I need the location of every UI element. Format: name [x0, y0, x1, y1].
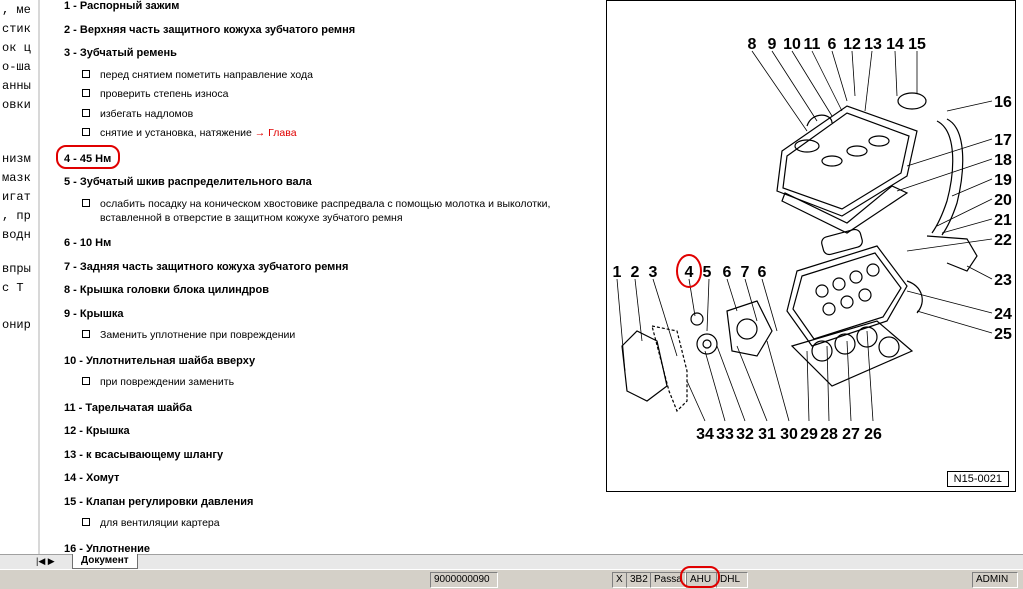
head-gasket-drawing [792, 321, 912, 386]
list-item: 7 - Задняя часть защитного кожуха зубчатого ремня [64, 260, 349, 273]
callout-number: 19 [994, 172, 1012, 189]
callout-number: 10 [783, 36, 801, 53]
subitem-text: вставленной в отверстие в защитном кожухе зубчатого ремня [100, 212, 403, 224]
list-item: 2 - Верхняя часть защитного кожуха зубчатого ремня [64, 23, 356, 36]
callout-number: 5 [702, 264, 712, 281]
list-item: 13 - к всасывающему шлангу [64, 448, 224, 461]
list-subitem [82, 329, 295, 341]
list-item: 12 - Крышка [64, 425, 130, 437]
left-strip-line: низм [2, 152, 31, 166]
tab-document[interactable]: Документ [72, 554, 138, 569]
callouts-left [613, 264, 767, 281]
list-item: 15 - Клапан регулировки давления [64, 495, 254, 508]
left-strip-line: , пр [2, 209, 31, 223]
list-item: 3 - Зубчатый ремень [64, 47, 177, 59]
callout-number: 9 [767, 36, 777, 53]
callout-number: 16 [994, 94, 1012, 111]
left-strip-line: игат [2, 190, 31, 204]
left-strip-line: анны [2, 79, 31, 93]
left-strip-line: мазк [2, 171, 31, 185]
cylinder-head-drawing [787, 228, 922, 346]
status-bar [0, 569, 1023, 589]
callout-number: 26 [864, 426, 882, 443]
callout-number: 22 [994, 232, 1012, 249]
callout-number: 14 [886, 36, 904, 53]
callout-number: 31 [758, 426, 776, 443]
callout-number: 21 [994, 212, 1012, 229]
callout-number: 13 [864, 36, 882, 53]
bullet-square-icon [82, 199, 90, 207]
subitem-text: снятие и установка, натяжение [100, 127, 255, 139]
list-subitem [82, 88, 228, 100]
pane-divider[interactable] [38, 0, 40, 554]
callout-number: 15 [908, 36, 926, 53]
bullet-square-icon [82, 89, 90, 97]
left-strip-line: онир [2, 318, 31, 332]
callout-number: 7 [740, 264, 750, 281]
chapter-link[interactable]: → Глава [254, 127, 297, 139]
left-strip-line: с Т [2, 281, 24, 295]
callout-number: 8 [747, 36, 757, 53]
callout-number: 6 [757, 264, 767, 281]
list-item: 11 - Тарельчатая шайба [64, 401, 193, 414]
bullet-square-icon [82, 70, 90, 78]
document-pane [42, 0, 602, 554]
callout-number: 29 [800, 426, 818, 443]
list-subitem [82, 108, 193, 120]
tab-nav-arrows[interactable]: |◀ ▶ [36, 556, 55, 566]
exploded-diagram [606, 0, 1016, 492]
list-subitem [82, 198, 550, 210]
callout-number: 34 [696, 426, 714, 443]
callout-number: 30 [780, 426, 798, 443]
list-item: 5 - Зубчатый шкив распределительного вала [64, 176, 312, 188]
callout-number: 2 [630, 264, 640, 281]
callout-number: 32 [736, 426, 754, 443]
list-item: 16 - Уплотнение [64, 542, 151, 555]
highlight-circle-item-4 [56, 145, 120, 169]
list-subitem [82, 69, 313, 81]
bullet-square-icon [82, 518, 90, 526]
status-car: Passa [650, 572, 686, 588]
callout-number: 33 [716, 426, 734, 443]
callouts-bottom [696, 426, 882, 443]
valve-cover-drawing [777, 106, 917, 233]
callout-number: 18 [994, 152, 1012, 169]
timing-belt-drawing [622, 301, 772, 411]
list-item: 14 - Хомут [64, 472, 120, 484]
left-strip-line: овки [2, 98, 31, 112]
status-x: X [612, 572, 630, 588]
status-code: 9000000090 [430, 572, 498, 588]
callout-number: 28 [820, 426, 838, 443]
list-item: 10 - Уплотнительная шайба вверху [64, 354, 256, 367]
callouts-right [994, 94, 1012, 343]
left-strip-line: стик [2, 22, 31, 36]
bullet-square-icon [82, 377, 90, 385]
subitem-text: ослабить посадку на коническом хвостовике распредвала с помощью молотка и выколотки, [100, 197, 551, 210]
callout-number: 6 [722, 264, 732, 281]
left-strip-line: впры [2, 262, 31, 276]
subitem-text: при повреждении заменить [100, 376, 235, 388]
list-subitem [82, 376, 234, 388]
status-user: ADMIN [972, 572, 1018, 588]
callout-number: 17 [994, 132, 1012, 149]
callouts-top [748, 36, 926, 53]
subitem-text: перед снятием пометить направление хода [100, 68, 313, 81]
subitem-text: для вентиляции картера [100, 517, 220, 529]
list-item: 8 - Крышка головки блока цилиндров [64, 284, 269, 296]
left-strip-line: о-ша [2, 60, 31, 74]
highlight-circle-engine-code [680, 566, 720, 588]
subitem-text: Заменить уплотнение при повреждении [100, 329, 296, 341]
list-subitem [82, 127, 297, 139]
left-strip-line: водн [2, 228, 31, 242]
engine-diagram-svg [607, 1, 1015, 491]
callout-number: 3 [648, 264, 658, 281]
status-dhl: DHL [716, 572, 748, 588]
subitem-text: проверить степень износа [100, 88, 229, 100]
status-model: 3B2 [626, 572, 654, 588]
figure-label: N15-0021 [947, 471, 1009, 487]
left-strip-line: , ме [2, 3, 31, 17]
sheet-tab-bar [0, 554, 1023, 569]
list-item: 4 - 45 Нм [64, 152, 112, 165]
callout-number: 23 [994, 272, 1012, 289]
left-text-strip [0, 0, 38, 554]
bullet-square-icon [82, 109, 90, 117]
bullet-square-icon [82, 330, 90, 338]
callout-number: 24 [994, 306, 1012, 323]
callout-number: 25 [994, 326, 1012, 343]
callout-number: 1 [612, 264, 622, 281]
status-engine: AHU [686, 572, 718, 588]
bullet-square-icon [82, 128, 90, 136]
callout-number: 27 [842, 426, 860, 443]
list-item: 1 - Распорный зажим [64, 0, 180, 12]
callout-number: 12 [843, 36, 861, 53]
list-item: 6 - 10 Нм [64, 237, 112, 249]
callout-number: 20 [994, 192, 1012, 209]
callout-number: 11 [803, 36, 821, 53]
left-strip-line: ок ц [2, 41, 31, 55]
breather-hose-drawing [898, 93, 977, 271]
callout-number: 4 [684, 264, 694, 281]
leader-lines [617, 51, 992, 421]
list-subitem [82, 517, 220, 529]
list-subitem [100, 212, 403, 224]
callout-number: 6 [827, 36, 837, 53]
list-item: 9 - Крышка [64, 307, 124, 320]
subitem-text: избегать надломов [100, 107, 194, 120]
